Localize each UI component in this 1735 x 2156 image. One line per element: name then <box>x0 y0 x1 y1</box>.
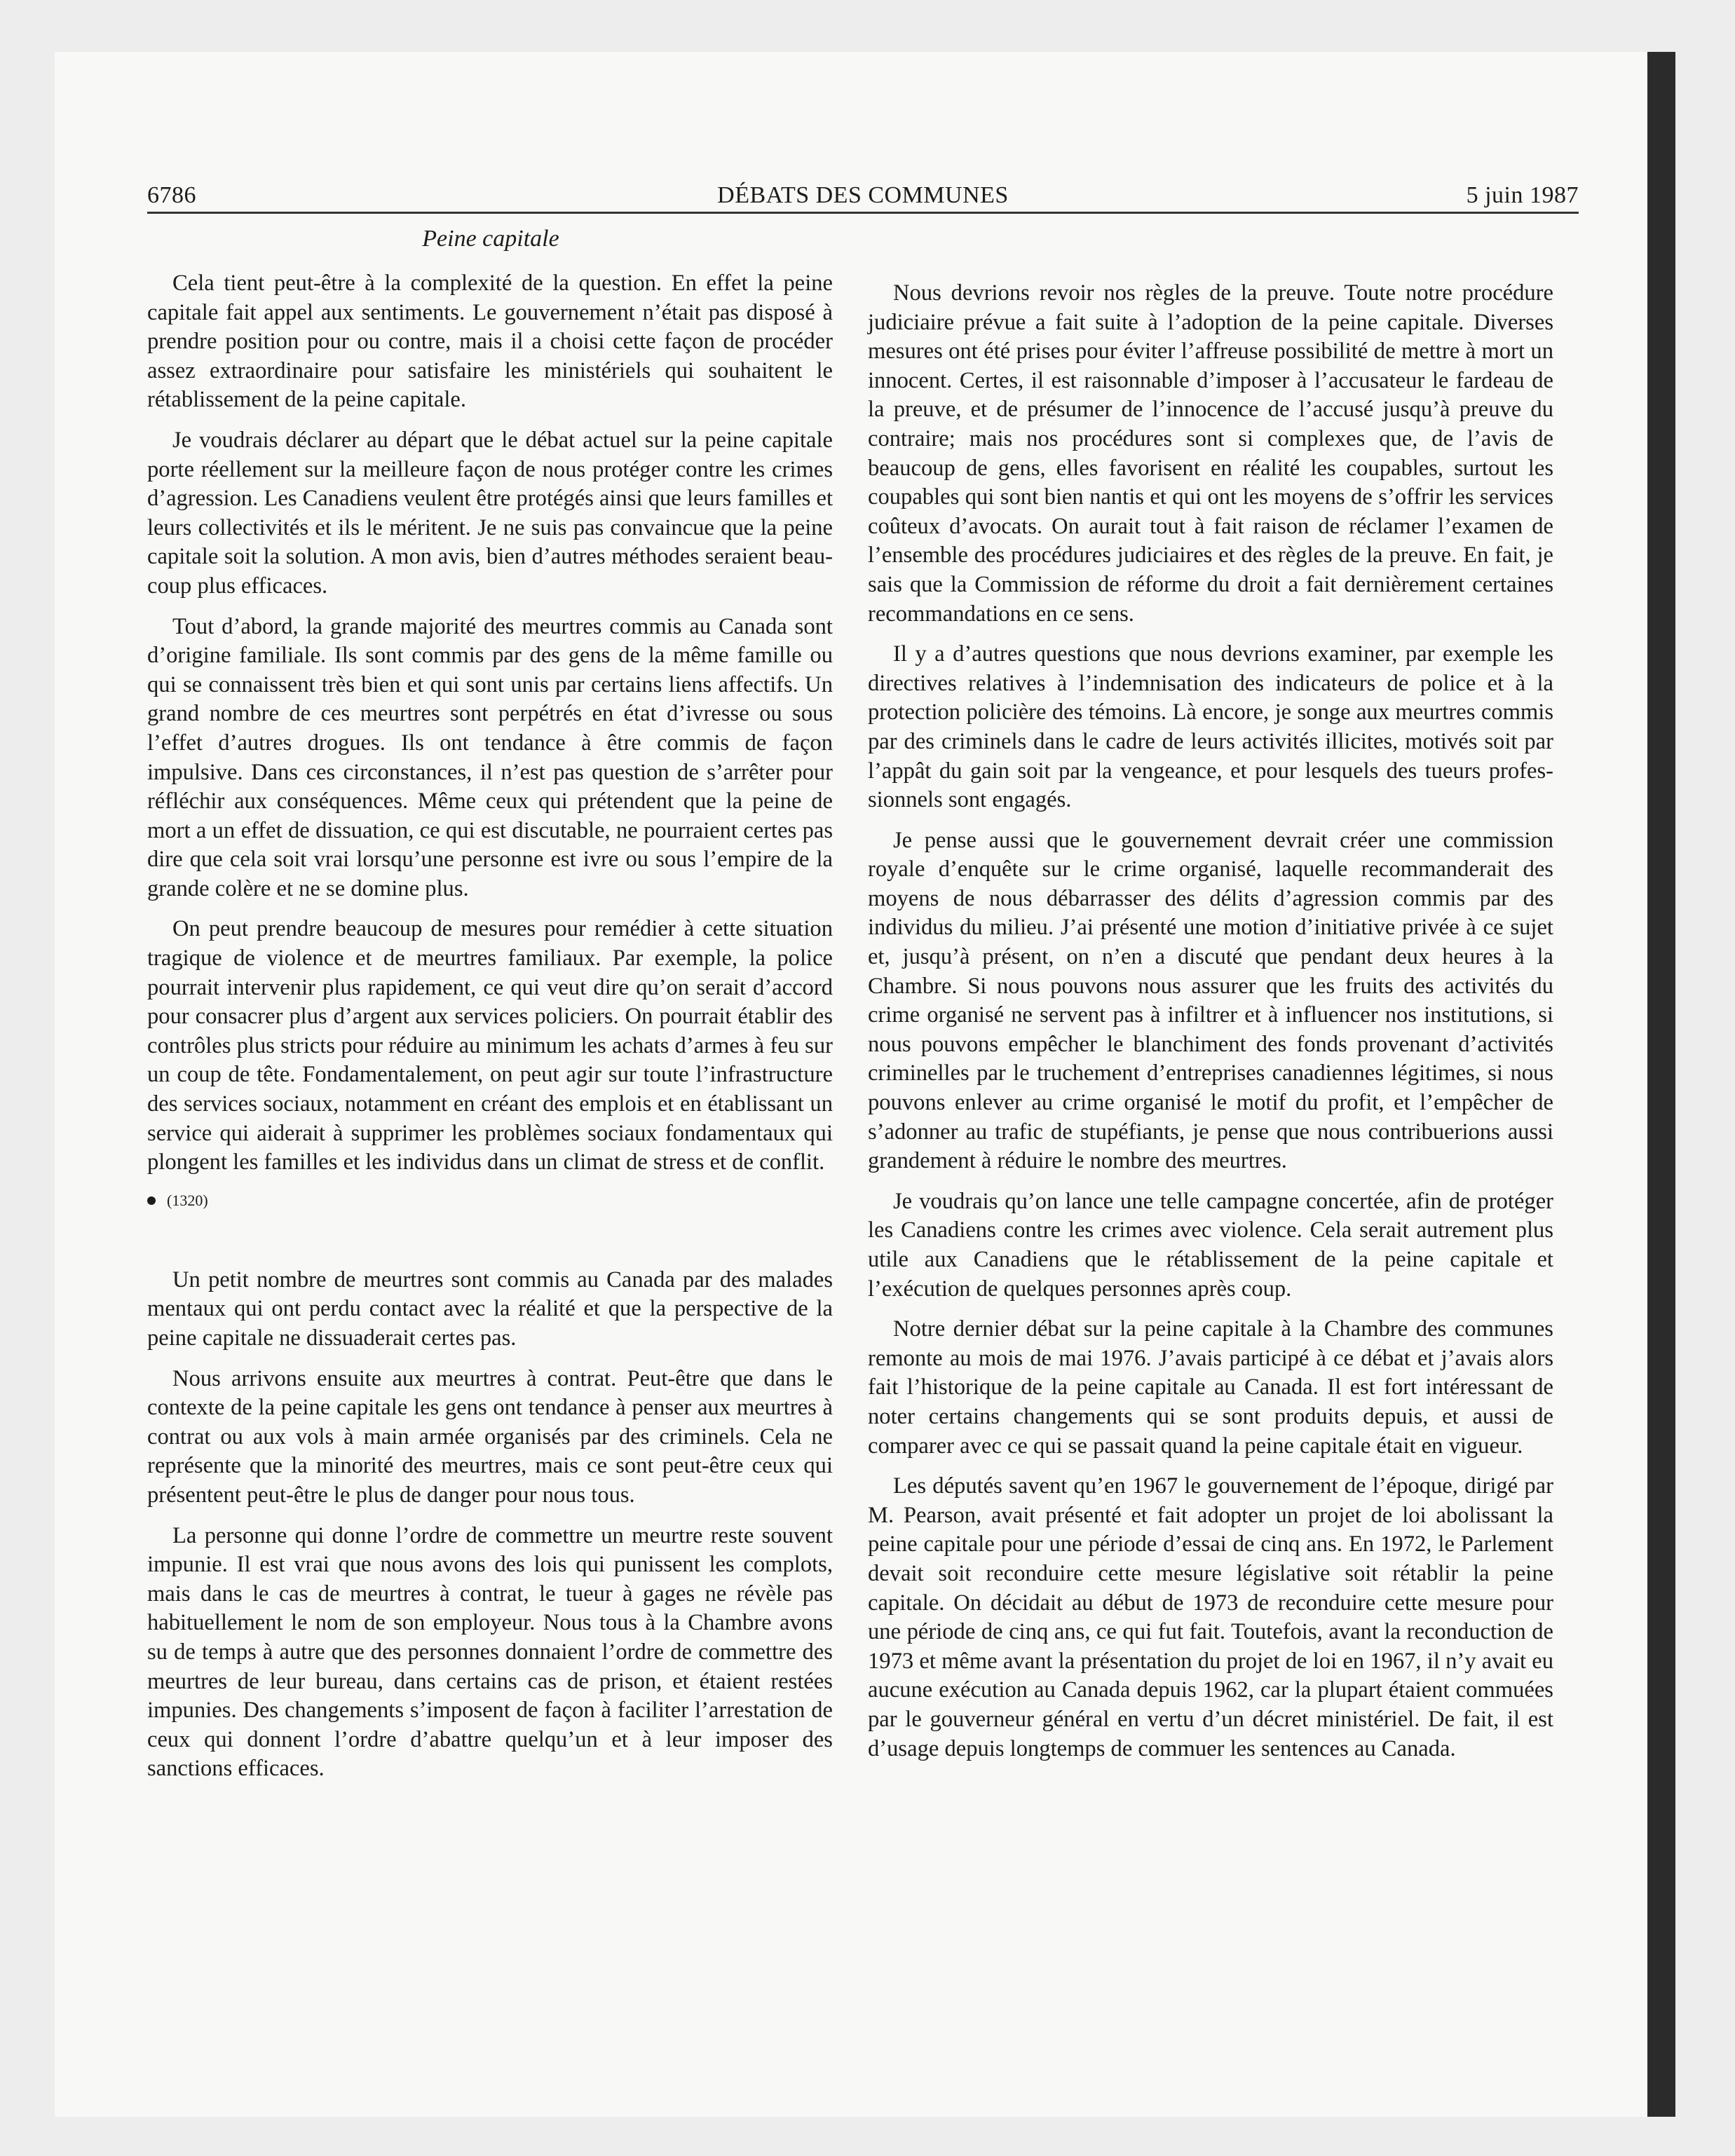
left-column <box>147 269 833 1795</box>
paragraph: On peut prendre beaucoup de mesures pour remédier à cette situation tragique de violence et de meurtres familiaux. Par exemple, la police pourrait intervenir plus rapidement, ce qui veut dire qu’on serait d’accord pour consacrer plus d’argent aux services policiers. On pourrait établir des contrôles plus stricts pour réduire au minimum les achats d’armes à feu sur un coup de tête. Fondamentalement, on peut agir sur toute l’infrastructure des services sociaux, notamment en créant des emplois et en établissant un service qui aiderait à supprimer les problèmes sociaux fondamentaux qui plongent les familles et les individus dans un climat de stress et de conflit. <box>147 916 833 1175</box>
paragraph: Notre dernier débat sur la peine capitale à la Chambre des communes remonte au mois de mai 1976. J’avais participé à ce débat et j’avais alors fait l’historique de la peine capitale au Canada. Il est fort intéressant de noter certains changements qui se sont produits depuis, et aussi de comparer avec ce qui se passait quand la peine capitale était en vigueur. <box>868 1316 1553 1459</box>
paragraph: Je voudrais déclarer au départ que le débat actuel sur la peine capitale porte réellement sur la meilleure façon de nous protéger contre les crimes d’agression. Les Canadiens veulent être protégés ainsi que leurs familles et leurs collectivités et ils le méritent. Je ne suis pas convaincue que la peine capitale soit la solution. A mon avis, bien d’autres méthodes seraient beaucoup plus efficaces. <box>147 427 833 599</box>
bullet-icon <box>147 1196 156 1205</box>
paragraph: Nous arrivons ensuite aux meurtres à contrat. Peut-être que dans le contexte de la peine capitale les gens ont tendance à penser aux meurtres à contrat ou aux vols à main armée organisés par des criminels. Cela ne représente que la minorité des meurtres, mais ce sont peut-être ceux qui présentent peut-être le plus de danger pour nous tous. <box>147 1365 833 1508</box>
paragraph: Il y a d’autres questions que nous devrions examiner, par exemple les directives relatives à l’indemnisation des indicateurs de police et à la protection policière des témoins. Là encore, je songe aux meurtres commis par des criminels dans le cadre de leurs activités illicites, motivés soit par l’appât du gain soit par la vengeance, et pour lesquels des tueurs professionnels sont engagés. <box>868 641 1553 813</box>
scan-edge-shadow <box>1647 52 1675 2117</box>
page-number: 6786 <box>147 182 196 208</box>
publication-date: 5 juin 1987 <box>1466 182 1579 208</box>
right-column <box>868 279 1553 1775</box>
time-marker <box>147 1190 833 1211</box>
publication-title: DÉBATS DES COMMUNES <box>717 182 1009 208</box>
paragraph: Cela tient peut-être à la complexité de la question. En effet la peine capitale fait appel aux sentiments. Le gouvernement n’était pas disposé à prendre position pour ou contre, mais il a choisi cette façon de procéder assez extraordinaire pour satisfaire les ministériels qui souhaitent le rétablissement de la peine capitale. <box>147 271 833 413</box>
paragraph: Nous devrions revoir nos règles de la preuve. Toute notre procédure judiciaire prévue a fait suite à l’adoption de la peine capitale. Diverses mesures ont été prises pour éviter l’affreuse possibilité de mettre à mort un innocent. Certes, il est raisonnable d’imposer à l’accusateur le fardeau de la preuve, et de présumer de l’innocence de l’accusé jusqu’à preuve du contraire; mais nos procédures sont si complexes que, de l’avis de beaucoup de gens, elles favorisent en réalité les coupables, surtout les coupables qui sont bien nantis et qui ont les moyens de s’offrir les services coûteux d’avocats. On aurait tout à fait raison de réclamer l’examen de l’ensemble des procédures judiciaires et des règles de la preuve. En fait, je sais que la Commission de réforme du droit a fait dernièrement certaines recommandations en ce sens. <box>868 280 1553 627</box>
paragraph: Les députés savent qu’en 1967 le gouvernement de l’époque, dirigé par M. Pearson, avait présenté et fait adopter un projet de loi abolissant la peine capitale pour une période d’essai de cinq ans. En 1972, le Parlement devait soit reconduire cette mesure législative soit rétablir la peine capitale. On décidait au début de 1973 de reconduire cette mesure pour une période de cinq ans, ce qui fut fait. Toutefois, avant la reconduction de 1973 et même avant la présentation du projet de loi en 1967, il n’y avait eu aucune exécution au Canada depuis 1962, car la plupart étaient commuées par le gouverneur général en vertu d’un décret ministériel. De fait, il est d’usage depuis longtemps de commuer les sentences au Canada. <box>868 1473 1553 1761</box>
paragraph: Un petit nombre de meurtres sont commis au Canada par des malades mentaux qui ont perdu contact avec la réalité et que la perspective de la peine capitale ne dissuaderait certes pas. <box>147 1267 833 1351</box>
paragraph: La personne qui donne l’ordre de commettre un meurtre reste souvent impunie. Il est vrai que nous avons des lois qui punissent les complots, mais dans le cas de meurtres à contrat, le tueur à gages ne révèle pas habituellement le nom de son employeur. Nous tous à la Chambre avons su de temps à autre que des personnes donnaient l’ordre de commettre des meurtres de leur bureau, dans certains cas de prison, et étaient restées impunies. Des changements s’imposent de façon à faciliter l’arrestation de ceux qui donnent l’ordre d’abattre quelqu’un et à leur imposer des sanctions efficaces. <box>147 1522 833 1782</box>
page-header <box>147 177 1579 214</box>
paragraph: Je voudrais qu’on lance une telle campagne concertée, afin de protéger les Canadiens contre les crimes avec violence. Cela serait autrement plus utile aux Canadiens que le rétablissement de la peine capitale et l’exécution de quelques personnes après coup. <box>868 1188 1553 1302</box>
paragraph: Tout d’abord, la grande majorité des meurtres commis au Canada sont d’origine familiale. Ils sont commis par des gens de la même famille ou qui se connaissent très bien et qui sont unis par certains liens affectifs. Un grand nombre de ces meurtres sont perpétrés en état d’ivresse ou sous l’effet d’autres drogues. Ils ont tendance à être commis de façon impulsive. Dans ces circonstances, il n’est pas question de s’arrêter pour réfléchir aux conséquences. Même ceux qui prétendent que la peine de mort a un effet de dissuation, ce qui est discutable, ne pourraient certes pas dire que cela soit vrai lorsqu’une personne est ivre ou sous l’empire de la grande colère et ne se domine plus. <box>147 613 833 901</box>
section-title: Peine capitale <box>422 226 559 252</box>
time-marker-label: (1320) <box>167 1191 208 1209</box>
paragraph: Je pense aussi que le gouvernement devrait créer une commission royale d’enquête sur le crime organisé, laquelle recommanderait des moyens de nous débarrasser des délits d’agression commis par des individus du milieu. J’ai présenté une motion d’initiative privée à ce sujet et, jusqu’à présent, on n’en a discuté que pendant deux heures à la Chambre. Si nous pouvons nous assurer que les fruits des activités du crime organisé ne servent pas à infiltrer et à influencer nos institutions, si nous pouvons empêcher le blanchiment des fonds provenant d’activités criminelles par le truchement d’entreprises canadiennes légitimes, si nous pouvons enlever au crime organisé le motif du profit, et l’empêcher de s’adonner au trafic de stupéfiants, je pense que nous contribuerions aussi grandement à réduire le nombre des meurtres. <box>868 827 1553 1174</box>
